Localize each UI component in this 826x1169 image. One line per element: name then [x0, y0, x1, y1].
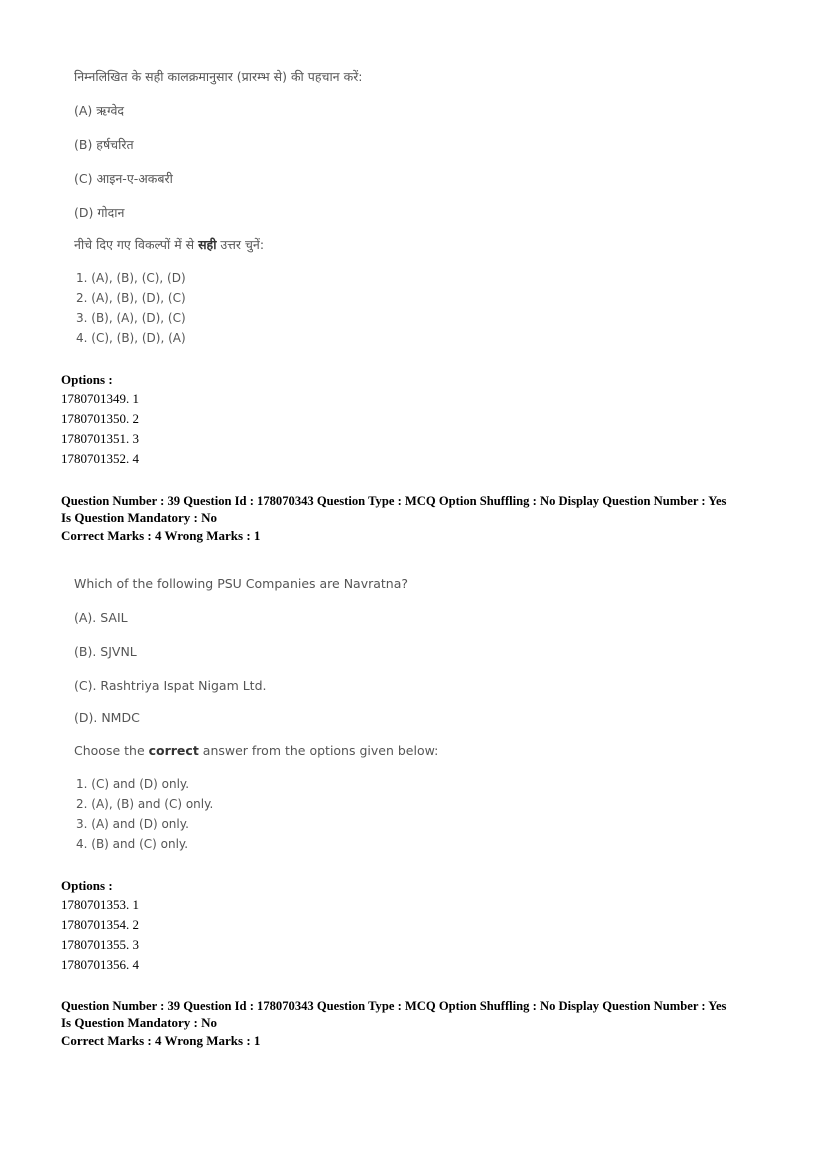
- question-item: (B). SJVNL: [74, 644, 137, 659]
- question-mandatory: Is Question Mandatory : No: [61, 1015, 218, 1030]
- question-stem: Which of the following PSU Companies are Navratna?: [74, 576, 409, 591]
- question-item: (A). SAIL: [74, 610, 128, 625]
- question-item: (A) ऋग्वेद: [74, 103, 125, 118]
- answer-choice: 4. (C), (B), (D), (A): [76, 331, 186, 345]
- question-stem: निम्नलिखित के सही कालक्रमानुसार (प्रारम्भ से) की पहचान करें:: [74, 69, 363, 84]
- question-item: (C) आइन-ए-अकबरी: [74, 171, 173, 186]
- question-marks: Correct Marks : 4 Wrong Marks : 1: [61, 1033, 261, 1048]
- answer-choice: 1. (A), (B), (C), (D): [76, 271, 186, 285]
- option-id: 1780701355. 3: [61, 937, 139, 952]
- option-id: 1780701354. 2: [61, 917, 139, 932]
- answer-choice: 4. (B) and (C) only.: [76, 837, 189, 851]
- answer-choice: 3. (B), (A), (D), (C): [76, 311, 186, 325]
- question-item: (D). NMDC: [74, 710, 140, 725]
- question-image-english: [0, 560, 826, 860]
- option-id: 1780701349. 1: [61, 391, 139, 406]
- question-image-hindi: [0, 0, 826, 360]
- option-id: 1780701352. 4: [61, 451, 139, 466]
- question-meta: Question Number : 39 Question Id : 178070343 Question Type : MCQ Option Shuffling : No Display Question Number : Yes: [61, 494, 727, 508]
- options-label: Options :: [61, 878, 113, 893]
- option-id: 1780701350. 2: [61, 411, 139, 426]
- question-mandatory: Is Question Mandatory : No: [61, 510, 218, 525]
- question-item: (B) हर्षचरित: [74, 137, 134, 152]
- question-item: (C). Rashtriya Ispat Nigam Ltd.: [74, 678, 267, 693]
- option-id: 1780701353. 1: [61, 897, 139, 912]
- question-meta: Question Number : 39 Question Id : 178070343 Question Type : MCQ Option Shuffling : No Display Question Number : Yes: [61, 999, 727, 1013]
- question-instruction: नीचे दिए गए विकल्पों में से सही उत्तर चुनें:: [74, 237, 265, 252]
- question-item: (D) गोदान: [74, 205, 125, 220]
- answer-choice: 1. (C) and (D) only.: [76, 777, 190, 791]
- question-marks: Correct Marks : 4 Wrong Marks : 1: [61, 528, 261, 543]
- answer-choice: 3. (A) and (D) only.: [76, 817, 189, 831]
- option-id: 1780701356. 4: [61, 957, 139, 972]
- option-id: 1780701351. 3: [61, 431, 139, 446]
- options-label: Options :: [61, 372, 113, 387]
- answer-choice: 2. (A), (B), (D), (C): [76, 291, 186, 305]
- answer-choice: 2. (A), (B) and (C) only.: [76, 797, 214, 811]
- question-instruction: Choose the correct answer from the options given below:: [74, 743, 439, 758]
